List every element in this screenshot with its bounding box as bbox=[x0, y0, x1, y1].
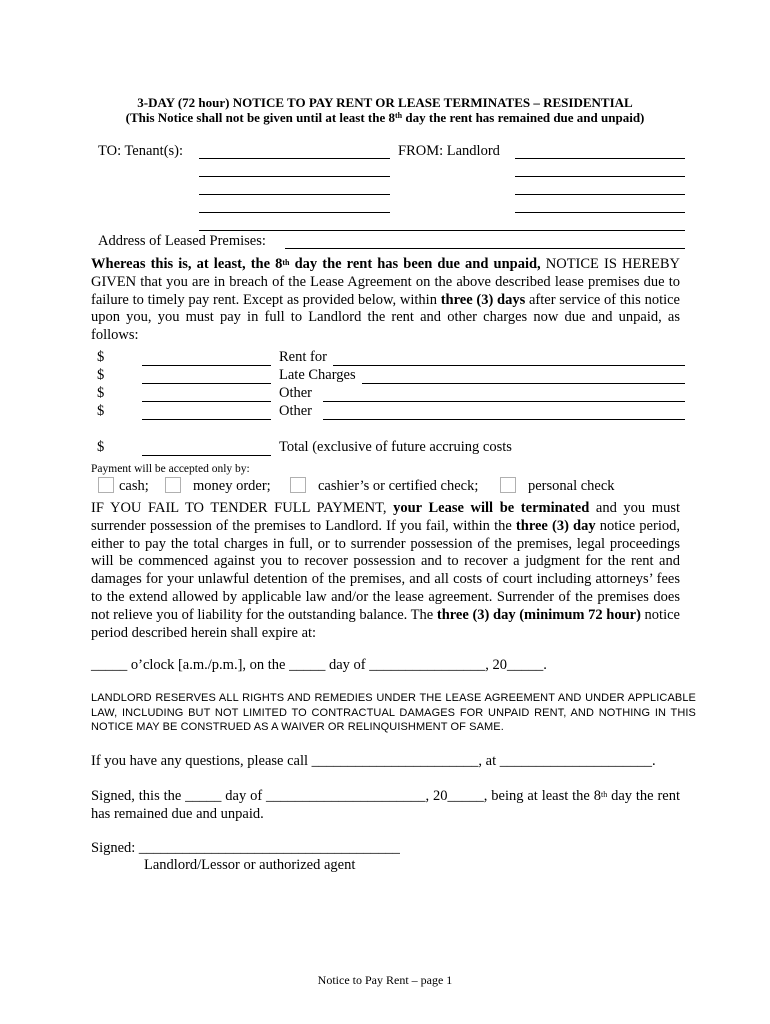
to-tenants-label: TO: Tenant(s): bbox=[98, 143, 184, 159]
charge-detail-line[interactable] bbox=[362, 383, 685, 384]
charge-label: Other bbox=[279, 385, 313, 401]
tenant-address-line[interactable] bbox=[199, 230, 685, 231]
charge-amount-line[interactable] bbox=[142, 365, 271, 366]
charge-label: Late Charges bbox=[279, 367, 356, 383]
cash-checkbox[interactable] bbox=[98, 477, 114, 493]
tenant-name-line-4[interactable] bbox=[199, 212, 390, 213]
document-title: 3-DAY (72 hour) NOTICE TO PAY RENT OR LEASE TERMINATES – RESIDENTIAL bbox=[137, 95, 633, 110]
charge-detail-line[interactable] bbox=[333, 365, 685, 366]
questions-line: If you have any questions, please call _______________________, at _____________________. bbox=[91, 753, 656, 769]
landlord-name-line-1[interactable] bbox=[515, 158, 685, 159]
charge-currency: $ bbox=[97, 403, 105, 419]
payment-label: Payment will be accepted only by: bbox=[91, 463, 250, 475]
charge-currency: $ bbox=[97, 367, 105, 383]
charge-currency: $ bbox=[97, 385, 105, 401]
landlord-name-line-3[interactable] bbox=[515, 194, 685, 195]
document-subtitle: (This Notice shall not be given until at least the 8th day the rent has remained due and unpaid) bbox=[125, 110, 645, 125]
charge-label: Rent for bbox=[279, 349, 327, 365]
page-footer: Notice to Pay Rent – page 1 bbox=[317, 973, 453, 987]
rights-reserved-paragraph: LANDLORD RESERVES ALL RIGHTS AND REMEDIES UNDER THE LEASE AGREEMENT AND UNDER APPLICABLE LAW, INCLUDING BUT NOT LIMITED TO CONTRACTUAL DAMAGES FOR UNPAID RENT, AND NOTHING IN THIS NOTICE MAY BE CONSTRUED AS A WAIVER OR RELINQUISHMENT OF SAME. bbox=[91, 692, 696, 733]
whereas-paragraph: Whereas this is, at least, the 8th day the rent has been due and unpaid, NOTICE IS HEREBY GIVEN that you are in breach of the Lease Agreement on the above described lease premises due to failure to timely pay rent. Except as provided below, within three (3) days after service of this notice upon you, you must pay in full to Landlord the rent and other charges now due and unpaid, as follows: bbox=[91, 256, 680, 344]
signed-date-paragraph: Signed, this the _____ day of ______________________, 20_____, being at least the 8th day the rent has remained due and unpaid. bbox=[91, 788, 680, 822]
charge-amount-line[interactable] bbox=[142, 383, 271, 384]
tenant-name-line-1[interactable] bbox=[199, 158, 390, 159]
failure-paragraph: IF YOU FAIL TO TENDER FULL PAYMENT, your Lease will be terminated and you must surrender possession of the premises to Landlord. If you fail, within the three (3) day notice period, either to pay the total charges in full, or to surrender possession of the premises, legal proceedings will be commenced against you to recover possession and to recover a judgment for the rent and damages for your unlawful detention of the premises, and all costs of court including attorneys’ fees to the extend allowed by applicable law and/or the lease agreement. Surrender of the premises does not relieve you of liability for the outstanding balance. The three (3) day (minimum 72 hour) notice period described herein shall expire at: bbox=[91, 500, 680, 641]
charge-currency: $ bbox=[97, 349, 105, 365]
charge-amount-line[interactable] bbox=[142, 419, 271, 420]
personal-check-checkbox[interactable] bbox=[500, 477, 516, 493]
tenant-name-line-2[interactable] bbox=[199, 176, 390, 177]
landlord-name-line-4[interactable] bbox=[515, 212, 685, 213]
tenant-name-line-3[interactable] bbox=[199, 194, 390, 195]
signature-line: Signed: ____________________________________ bbox=[91, 840, 400, 856]
charge-detail-line[interactable] bbox=[323, 419, 685, 420]
money-order-label: money order; bbox=[193, 478, 271, 494]
cash-label: cash; bbox=[119, 478, 149, 494]
landlord-name-line-2[interactable] bbox=[515, 176, 685, 177]
charge-amount-line[interactable] bbox=[142, 401, 271, 402]
address-line[interactable] bbox=[285, 248, 685, 249]
cashiers-check-label: cashier’s or certified check; bbox=[318, 478, 479, 494]
charge-detail-line[interactable] bbox=[323, 401, 685, 402]
from-landlord-label: FROM: Landlord bbox=[398, 143, 500, 159]
total-amount-line[interactable] bbox=[142, 455, 271, 456]
personal-check-label: personal check bbox=[528, 478, 615, 494]
signer-caption: Landlord/Lessor or authorized agent bbox=[144, 857, 356, 873]
address-label: Address of Leased Premises: bbox=[98, 233, 266, 249]
cashiers-check-checkbox[interactable] bbox=[290, 477, 306, 493]
total-label: Total (exclusive of future accruing costs bbox=[279, 439, 512, 455]
charge-label: Other bbox=[279, 403, 313, 419]
total-currency: $ bbox=[97, 439, 105, 455]
expiration-line: _____ o’clock [a.m./p.m.], on the _____ day of ________________, 20_____. bbox=[91, 657, 547, 673]
money-order-checkbox[interactable] bbox=[165, 477, 181, 493]
